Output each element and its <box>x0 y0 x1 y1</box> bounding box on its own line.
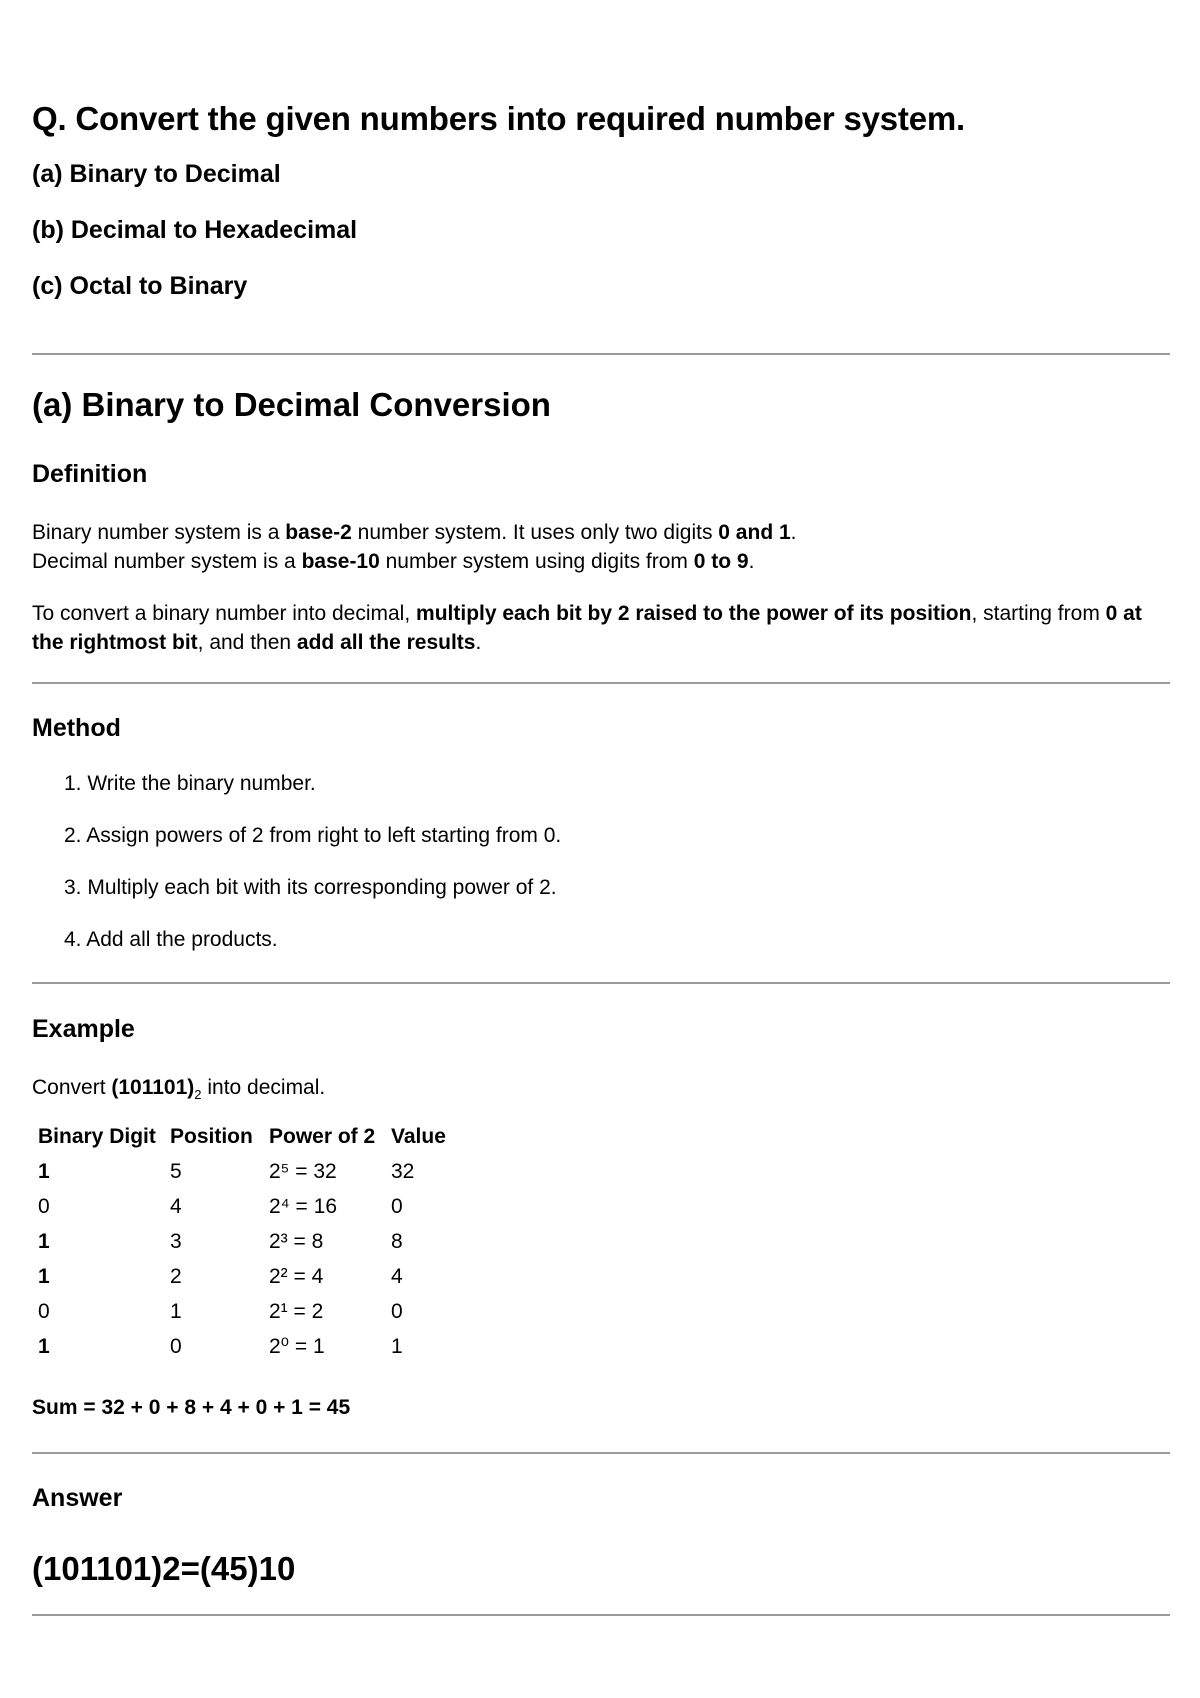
definition-heading: Definition <box>32 460 148 488</box>
table-cell: 1 <box>391 1334 403 1358</box>
table-cell: 2 <box>170 1264 182 1288</box>
table-cell: 0 <box>391 1299 403 1323</box>
text: number system using digits from <box>379 550 694 573</box>
text: To convert a binary number into decimal, <box>32 602 417 625</box>
method-step-3: 3. Multiply each bit with its corresponding power of 2. <box>64 876 557 899</box>
table-cell: 4 <box>170 1194 182 1218</box>
column-header: Binary Digit <box>38 1125 156 1148</box>
method-step-4: 4. Add all the products. <box>64 928 278 951</box>
method-step-2: 2. Assign powers of 2 from right to left starting from 0. <box>64 824 562 847</box>
divider <box>32 353 1170 355</box>
text: . <box>790 521 797 544</box>
text: , and then <box>197 631 297 654</box>
table-header-row <box>34 1120 450 1154</box>
table-cell: 2⁰ = 1 <box>269 1335 325 1358</box>
bold-text: 0 to 9 <box>693 550 749 573</box>
question-part-a: (a) Binary to Decimal <box>32 160 281 188</box>
subscript: 2 <box>194 1087 202 1103</box>
text: Convert <box>32 1076 112 1099</box>
text: , starting from <box>971 602 1106 625</box>
bold-text: 0 at the rightmost bit <box>32 602 1142 654</box>
table-cell: 0 <box>170 1334 182 1358</box>
question-title: Q. Convert the given numbers into required number system. <box>32 100 965 137</box>
definition-paragraph-2 <box>32 599 1170 657</box>
column-header: Position <box>170 1125 253 1148</box>
table-row <box>34 1294 450 1329</box>
text: Decimal number system is a <box>32 550 302 573</box>
bold-text: (101101) <box>111 1076 195 1099</box>
table-cell: 4 <box>391 1264 403 1288</box>
question-part-c: (c) Octal to Binary <box>32 272 248 300</box>
table-row <box>34 1329 450 1364</box>
table-row <box>34 1189 450 1224</box>
divider <box>32 682 1170 684</box>
answer-equation: (101101)2=(45)10 <box>32 1550 296 1587</box>
divider <box>32 982 1170 984</box>
text: into decimal. <box>201 1076 326 1099</box>
table-cell: 0 <box>38 1194 50 1218</box>
table-cell: 2³ = 8 <box>269 1229 324 1253</box>
example-heading: Example <box>32 1015 135 1043</box>
method-step-1: 1. Write the binary number. <box>64 772 316 795</box>
table-row <box>34 1224 450 1259</box>
column-header: Value <box>391 1125 446 1148</box>
table-cell: 0 <box>391 1194 403 1218</box>
text: Binary number system is a <box>32 521 286 544</box>
bold-text: 0 and 1 <box>718 521 791 544</box>
method-heading: Method <box>32 714 121 742</box>
text: number system. It uses only two digits <box>351 521 719 544</box>
sum-result: Sum = 32 + 0 + 8 + 4 + 0 + 1 = 45 <box>32 1396 351 1419</box>
answer-heading: Answer <box>32 1484 123 1512</box>
text: . <box>748 550 755 573</box>
divider <box>32 1452 1170 1454</box>
table-cell: 1 <box>38 1229 50 1253</box>
column-header: Power of 2 <box>269 1125 376 1148</box>
table-row <box>34 1259 450 1294</box>
table-cell: 5 <box>170 1159 182 1183</box>
bold-text: base-2 <box>285 521 352 544</box>
bold-text: base-10 <box>301 550 380 573</box>
conversion-table <box>34 1120 450 1364</box>
bold-text: add all the results <box>296 631 476 654</box>
table-cell: 2⁵ = 32 <box>269 1159 337 1183</box>
table-cell: 1 <box>38 1334 50 1358</box>
table-cell: 1 <box>38 1264 50 1288</box>
table-cell: 32 <box>391 1159 415 1183</box>
table-cell: 0 <box>38 1299 50 1323</box>
table-cell: 8 <box>391 1229 403 1253</box>
example-intro <box>32 1073 1170 1109</box>
table-cell: 3 <box>170 1229 182 1253</box>
table-cell: 1 <box>170 1299 182 1323</box>
question-part-b: (b) Decimal to Hexadecimal <box>32 216 358 244</box>
section-a-title: (a) Binary to Decimal Conversion <box>32 386 551 423</box>
divider <box>32 1614 1170 1616</box>
table-cell: 2² = 4 <box>269 1264 324 1288</box>
definition-paragraph-1 <box>32 518 1170 576</box>
table-row <box>34 1154 450 1189</box>
table-cell: 2¹ = 2 <box>269 1299 324 1323</box>
bold-text: multiply each bit by 2 raised to the power of its position <box>416 602 972 625</box>
table-cell: 1 <box>38 1159 50 1183</box>
table-cell: 2⁴ = 16 <box>269 1194 337 1218</box>
text: . <box>475 631 482 654</box>
